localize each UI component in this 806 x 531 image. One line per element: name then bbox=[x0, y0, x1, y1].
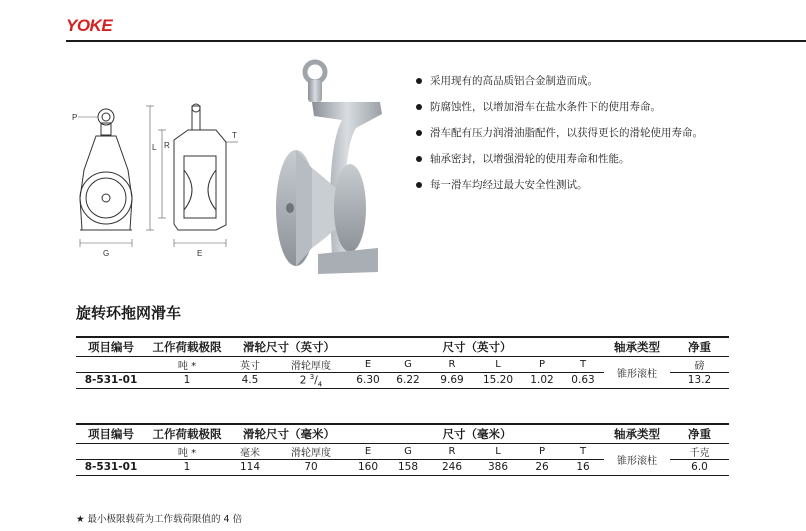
imperial-spec-table bbox=[76, 336, 729, 389]
unit-p: P bbox=[522, 443, 562, 459]
unit-e: E bbox=[350, 443, 386, 459]
col-header-weight: 净重 bbox=[670, 424, 729, 443]
unit-wll: 吨 * bbox=[146, 443, 228, 459]
dim-label-g: G bbox=[103, 249, 110, 258]
yoke-logo: YOKE bbox=[66, 16, 113, 35]
col-header-weight: 净重 bbox=[670, 337, 729, 356]
unit-sheave-size: 毫米 bbox=[228, 443, 272, 459]
col-header-dims: 尺寸（英寸） bbox=[350, 337, 604, 356]
header-rule bbox=[66, 40, 806, 42]
sheave-size-cell: 114 bbox=[228, 459, 272, 475]
weight-cell: 6.0 bbox=[670, 459, 729, 475]
feature-item: 采用现有的高品质铝合金制造而成。 bbox=[416, 68, 703, 94]
feature-item: 防腐蚀性，以增加滑车在盐水条件下的使用寿命。 bbox=[416, 94, 703, 120]
sheave-width-cell: 2 $^3/_4$ bbox=[272, 372, 350, 389]
e-cell: 160 bbox=[350, 459, 386, 475]
metric-spec-table bbox=[76, 423, 729, 476]
g-cell: 6.22 bbox=[386, 372, 430, 389]
col-header-wll: 工作荷载极限 bbox=[146, 424, 228, 443]
col-header-sheave: 滑轮尺寸（毫米） bbox=[228, 424, 350, 443]
col-header-sheave: 滑轮尺寸（英寸） bbox=[228, 337, 350, 356]
unit-r: R bbox=[430, 443, 474, 459]
model-cell: 8-531-01 bbox=[76, 372, 146, 389]
unit-t: T bbox=[562, 356, 604, 372]
p-cell: 1.02 bbox=[522, 372, 562, 389]
unit-sheave-width: 滑轮厚度 bbox=[272, 356, 350, 372]
l-cell: 15.20 bbox=[474, 372, 522, 389]
feature-list bbox=[416, 68, 703, 198]
sheave-width-cell: 70 bbox=[272, 459, 350, 475]
dim-label-p: P bbox=[72, 113, 78, 122]
product-title: 旋转环拖网滑车 bbox=[76, 304, 182, 322]
col-header-model: 项目编号 bbox=[76, 424, 146, 443]
r-cell: 9.69 bbox=[430, 372, 474, 389]
col-header-bearing: 轴承类型 bbox=[604, 424, 670, 443]
unit-g: G bbox=[386, 356, 430, 372]
unit-r: R bbox=[430, 356, 474, 372]
r-cell: 246 bbox=[430, 459, 474, 475]
g-cell: 158 bbox=[386, 459, 430, 475]
wll-cell: 1 bbox=[146, 372, 228, 389]
col-header-wll: 工作荷载极限 bbox=[146, 337, 228, 356]
unit-wll: 吨 * bbox=[146, 356, 228, 372]
wll-cell: 1 bbox=[146, 459, 228, 475]
dim-label-e: E bbox=[197, 249, 203, 258]
unit-g: G bbox=[386, 443, 430, 459]
block-dimension-diagram bbox=[66, 90, 246, 260]
feature-item: 滑车配有压力润滑油脂配件，以获得更长的滑轮使用寿命。 bbox=[416, 120, 703, 146]
unit-weight: 千克 bbox=[670, 443, 729, 459]
unit-sheave-width: 滑轮厚度 bbox=[272, 443, 350, 459]
dim-label-r: R bbox=[164, 141, 170, 150]
p-cell: 26 bbox=[522, 459, 562, 475]
e-cell: 6.30 bbox=[350, 372, 386, 389]
unit-sheave-size: 英寸 bbox=[228, 356, 272, 372]
unit-t: T bbox=[562, 443, 604, 459]
unit-p: P bbox=[522, 356, 562, 372]
weight-cell: 13.2 bbox=[670, 372, 729, 389]
l-cell: 386 bbox=[474, 459, 522, 475]
feature-item: 每一滑车均经过最大安全性测试。 bbox=[416, 172, 703, 198]
unit-weight: 磅 bbox=[670, 356, 729, 372]
col-header-dims: 尺寸（毫米） bbox=[350, 424, 604, 443]
unit-l: L bbox=[474, 356, 522, 372]
unit-e: E bbox=[350, 356, 386, 372]
dim-label-l: L bbox=[152, 143, 157, 152]
dim-label-t: T bbox=[232, 131, 237, 140]
t-cell: 16 bbox=[562, 459, 604, 475]
bearing-value: 锥形滚柱 bbox=[604, 356, 670, 389]
t-cell: 0.63 bbox=[562, 372, 604, 389]
footnote: ★ 最小极限载荷为工作载荷限值的 4 倍 bbox=[76, 514, 243, 525]
model-cell: 8-531-01 bbox=[76, 459, 146, 475]
bearing-value: 锥形滚柱 bbox=[604, 443, 670, 475]
col-header-bearing: 轴承类型 bbox=[604, 337, 670, 356]
unit-l: L bbox=[474, 443, 522, 459]
feature-item: 轴承密封，以增强滑轮的使用寿命和性能。 bbox=[416, 146, 703, 172]
sheave-size-cell: 4.5 bbox=[228, 372, 272, 389]
swivel-block-photo bbox=[260, 58, 400, 280]
col-header-model: 项目编号 bbox=[76, 337, 146, 356]
